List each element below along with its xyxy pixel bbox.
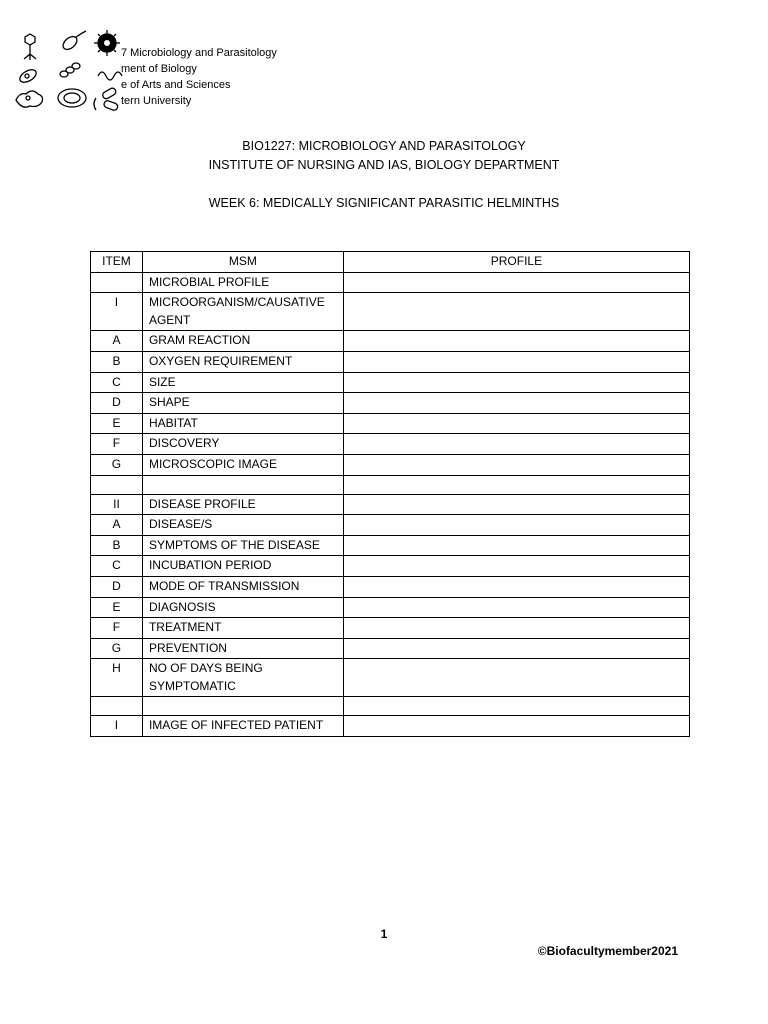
item-cell: E	[91, 597, 143, 618]
msm-cell: PREVENTION	[142, 638, 343, 659]
item-cell: C	[91, 556, 143, 577]
table-row	[91, 393, 690, 414]
table-row	[91, 576, 690, 597]
table-row	[91, 434, 690, 455]
profile-cell	[343, 454, 689, 475]
copyright-notice: ©Biofacultymember2021	[537, 944, 678, 958]
msm-cell	[142, 697, 343, 716]
profile-cell	[343, 576, 689, 597]
institution-header	[121, 45, 277, 109]
item-cell: G	[91, 454, 143, 475]
institute-title: INSTITUTE OF NURSING AND IAS, BIOLOGY DEPARTMENT	[208, 158, 560, 172]
table-row	[91, 535, 690, 556]
msm-cell: DIAGNOSIS	[142, 597, 343, 618]
table-row	[91, 697, 690, 716]
profile-cell	[343, 434, 689, 455]
item-cell: E	[91, 413, 143, 434]
table-row	[91, 413, 690, 434]
header-line-college: e of Arts and Sciences	[121, 79, 231, 91]
item-cell: D	[91, 393, 143, 414]
item-cell: C	[91, 372, 143, 393]
msm-cell: DISCOVERY	[142, 434, 343, 455]
profile-cell	[343, 413, 689, 434]
msm-cell	[142, 475, 343, 494]
profile-cell	[343, 293, 689, 331]
table-row	[91, 372, 690, 393]
msm-cell: DISEASE PROFILE	[142, 494, 343, 515]
item-cell: B	[91, 351, 143, 372]
table-row	[91, 351, 690, 372]
item-cell: D	[91, 576, 143, 597]
table-row	[91, 494, 690, 515]
profile-cell	[343, 494, 689, 515]
msm-cell: INCUBATION PERIOD	[142, 556, 343, 577]
item-cell: F	[91, 434, 143, 455]
table-row	[91, 597, 690, 618]
msm-cell: HABITAT	[142, 413, 343, 434]
profile-cell	[343, 393, 689, 414]
profile-cell	[343, 475, 689, 494]
profile-cell	[343, 535, 689, 556]
table-row	[91, 618, 690, 639]
item-cell: A	[91, 515, 143, 536]
profile-cell	[343, 556, 689, 577]
table-row	[91, 454, 690, 475]
profile-cell	[343, 331, 689, 352]
table-row	[91, 659, 690, 697]
profile-cell	[343, 659, 689, 697]
item-cell: I	[91, 293, 143, 331]
course-title: BIO1227: MICROBIOLOGY AND PARASITOLOGY	[242, 139, 526, 153]
week-title: WEEK 6: MEDICALLY SIGNIFICANT PARASITIC HELMINTHS	[208, 196, 560, 210]
msm-cell: MICROSCOPIC IMAGE	[142, 454, 343, 475]
item-cell: B	[91, 535, 143, 556]
table-header-row	[91, 252, 690, 273]
profile-cell	[343, 372, 689, 393]
table-row	[91, 475, 690, 494]
header-line-course: 7 Microbiology and Parasitology	[121, 47, 277, 59]
microbes-logo-icon	[10, 28, 135, 116]
item-cell: II	[91, 494, 143, 515]
table-row	[91, 556, 690, 577]
table-row	[91, 515, 690, 536]
msm-cell: DISEASE/S	[142, 515, 343, 536]
header-line-university: tern University	[121, 95, 192, 107]
msm-cell: MICROBIAL PROFILE	[142, 272, 343, 293]
item-cell	[91, 697, 143, 716]
msm-cell: SHAPE	[142, 393, 343, 414]
msm-cell: SYMPTOMS OF THE DISEASE	[142, 535, 343, 556]
profile-cell	[343, 272, 689, 293]
profile-table	[90, 251, 690, 737]
table-row	[91, 331, 690, 352]
header-line-department: ment of Biology	[121, 63, 197, 75]
profile-cell	[343, 618, 689, 639]
table-row	[91, 272, 690, 293]
item-cell	[91, 475, 143, 494]
msm-cell: MICROORGANISM/CAUSATIVE AGENT	[142, 293, 343, 331]
table-row	[91, 716, 690, 737]
table-row	[91, 638, 690, 659]
msm-cell: GRAM REACTION	[142, 331, 343, 352]
profile-cell	[343, 515, 689, 536]
profile-cell	[343, 697, 689, 716]
item-cell: I	[91, 716, 143, 737]
msm-cell: NO OF DAYS BEING SYMPTOMATIC	[142, 659, 343, 697]
msm-cell: TREATMENT	[142, 618, 343, 639]
item-cell: H	[91, 659, 143, 697]
item-cell: F	[91, 618, 143, 639]
header-profile: PROFILE	[343, 252, 689, 273]
profile-cell	[343, 351, 689, 372]
header-msm: MSM	[142, 252, 343, 273]
page-number: 1	[380, 927, 388, 941]
table-row	[91, 293, 690, 331]
profile-cell	[343, 716, 689, 737]
msm-cell: IMAGE OF INFECTED PATIENT	[142, 716, 343, 737]
item-cell	[91, 272, 143, 293]
item-cell: A	[91, 331, 143, 352]
msm-cell: MODE OF TRANSMISSION	[142, 576, 343, 597]
msm-cell: SIZE	[142, 372, 343, 393]
header-item: ITEM	[91, 252, 143, 273]
profile-cell	[343, 597, 689, 618]
msm-cell: OXYGEN REQUIREMENT	[142, 351, 343, 372]
profile-cell	[343, 638, 689, 659]
item-cell: G	[91, 638, 143, 659]
